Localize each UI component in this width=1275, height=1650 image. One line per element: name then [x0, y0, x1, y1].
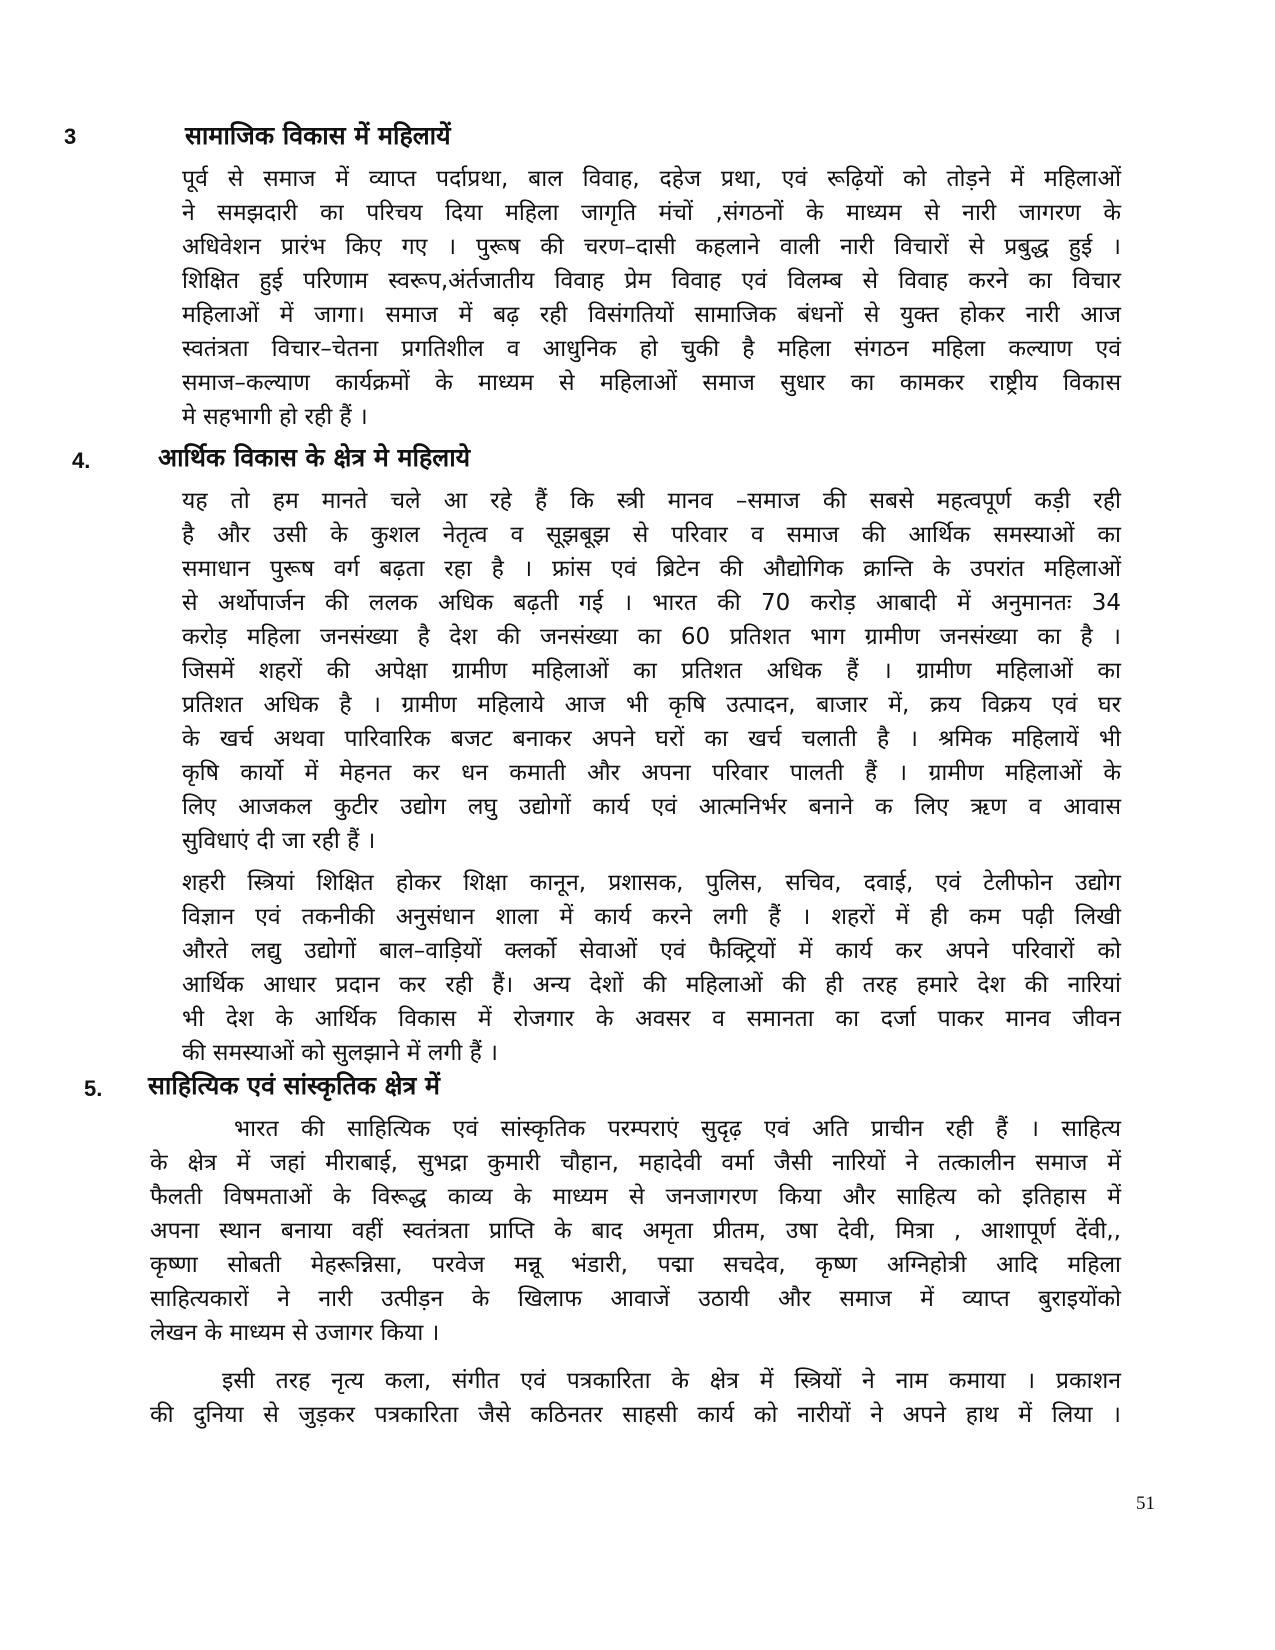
section-heading: आर्थिक विकास के क्षेत्र मे महिलाये [158, 443, 471, 472]
text-line: है और उसी के कुशल नेतृत्व व सूझबूझ से परिवार व समाज की आर्थिक समस्याओं का [182, 522, 1121, 548]
text-line: शहरी स्त्रियां शिक्षित होकर शिक्षा कानून, प्रशासक, पुलिस, सचिव, दवाई, एवं टेलीफोन उद्योग [182, 870, 1121, 896]
text-line: लेखन के माध्यम से उजागर किया । [150, 1320, 440, 1346]
text-line: अपना स्थान बनाया वहीं स्वतंत्रता प्राप्ति के बाद अमृता प्रीतम, उषा देवी, मित्रा , आशापूर्ण देंवी,, [150, 1218, 1121, 1244]
paragraph [150, 1364, 1121, 1432]
text-line: की दुनिया से जुड़कर पत्रकारिता जैसे कठिनतर साहसी कार्य को नारीयों ने अपने हाथ में लिया । [150, 1402, 1121, 1428]
paragraph [182, 162, 1121, 434]
text-line: साहित्यकारों ने नारी उत्पीड़न के खिलाफ आवाजें उठायी और समाज में व्याप्त बुराइयोंको [150, 1286, 1121, 1312]
text-line: के खर्च अथवा पारिवारिक बजट बनाकर अपने घरों का खर्च चलाती है । श्रमिक महिलायें भी [182, 726, 1121, 752]
text-line: के क्षेत्र में जहां मीराबाई, सुभद्रा कुमारी चौहान, महादेवी वर्मा जैसी नारियों ने तत्कालीन समाज में [150, 1150, 1121, 1176]
text-line: महिलाओं में जागा। समाज में बढ़ रही विसंगतियों सामाजिक बंधनों से युक्त होकर नारी आज [182, 302, 1121, 328]
text-line: विज्ञान एवं तकनीकी अनुसंधान शाला में कार्य करने लगी हैं । शहरों में ही कम पढ़ी लिखी [182, 904, 1121, 930]
section-heading: साहित्यिक एवं सांस्कृतिक क्षेत्र में [148, 1071, 440, 1100]
text-line: इसी तरह नृत्य कला, संगीत एवं पत्रकारिता के क्षेत्र में स्त्रियों ने नाम कमाया । प्रकाशन [222, 1368, 1121, 1394]
text-line: समाज–कल्याण कार्यक्रमों के माध्यम से महिलाओं समाज सुधार का कामकर राष्ट्रीय विकास [182, 370, 1121, 396]
page-number: 51 [1136, 1493, 1155, 1514]
text-line: कृष्णा सोबती मेहरून्निसा, परवेज मन्नू भंडारी, पद्मा सचदेव, कृष्ण अग्निहोत्री आदि महिला [150, 1252, 1121, 1278]
section-number: 4. [72, 448, 91, 473]
text-line: फैलती विषमताओं के विरूद्ध काव्य के माध्यम से जनजागरण किया और साहित्य को इतिहास में [150, 1184, 1121, 1210]
paragraph [150, 1112, 1121, 1350]
text-line: आर्थिक आधार प्रदान कर रही हैं। अन्य देशों की महिलाओं की ही तरह हमारे देश की नारियां [182, 972, 1121, 998]
text-line: सुविधाएं दी जा रही हैं । [182, 828, 376, 854]
text-line: समाधान पुरूष वर्ग बढ़ता रहा है । फ्रांस एवं ब्रिटेन की औद्योगिक क्रान्ति के उपरांत महिलाओं [182, 556, 1121, 582]
paragraph [182, 866, 1121, 1070]
section-number: 5. [84, 1076, 103, 1101]
text-line: भी देश के आर्थिक विकास में रोजगार के अवसर व समानता का दर्जा पाकर मानव जीवन [182, 1006, 1121, 1032]
text-line: करोड़ महिला जनसंख्या है देश की जनसंख्या का 60 प्रतिशत भाग ग्रामीण जनसंख्या का है । [182, 624, 1121, 650]
text-line: मे सहभागी हो रही हैं । [182, 404, 368, 430]
text-line: शिक्षित हुई परिणाम स्वरूप,अंर्तजातीय विवाह प्रेम विवाह एवं विलम्ब से विवाह करने का विचार [182, 268, 1121, 294]
text-line: कृषि कार्यो में मेहनत कर धन कमाती और अपना परिवार पालती हैं । ग्रामीण महिलाओं के [182, 760, 1121, 786]
text-line: अधिवेशन प्रारंभ किए गए । पुरूष की चरण–दासी कहलाने वाली नारी विचारों से प्रबुद्ध हुई । [182, 234, 1121, 260]
text-line: पूर्व से समाज में व्याप्त पर्दाप्रथा, बाल विवाह, दहेज प्रथा, एवं रूढ़ियों को तोड़ने में महिलाओं [182, 166, 1121, 192]
text-line: यह तो हम मानते चले आ रहे हैं कि स्त्री मानव –समाज की सबसे महत्वपूर्ण कड़ी रही [182, 488, 1121, 514]
text-line: जिसमें शहरों की अपेक्षा ग्रामीण महिलाओं का प्रतिशत अधिक हैं । ग्रामीण महिलाओं का [182, 658, 1121, 684]
text-line: लिए आजकल कुटीर उद्योग लघु उद्योगों कार्य एवं आत्मनिर्भर बनाने क लिए ऋण व आवास [182, 794, 1121, 820]
section-heading: सामाजिक विकास में महिलायें [185, 121, 451, 150]
text-line: औरते लद्यु उद्योगों बाल–वाड़ियों क्लर्को सेवाओं एवं फैक्ट्रियों में कार्य कर अपने परिवारों को [182, 938, 1121, 964]
text-line: ने समझदारी का परिचय दिया महिला जागृति मंचों ,संगठनों के माध्यम से नारी जागरण के [182, 200, 1121, 226]
section-number: 3 [64, 124, 77, 149]
text-line: भारत की साहित्यिक एवं सांस्कृतिक परम्पराएं सुदृढ़ एवं अति प्राचीन रही हैं । साहित्य [234, 1116, 1121, 1142]
paragraph [182, 484, 1121, 858]
text-line: की समस्याओं को सुलझाने में लगी हैं । [182, 1040, 498, 1066]
text-line: स्वतंत्रता विचार–चेतना प्रगतिशील व आधुनिक हो चुकी है महिला संगठन महिला कल्याण एवं [182, 336, 1121, 362]
text-line: प्रतिशत अधिक है । ग्रामीण महिलाये आज भी कृषि उत्पादन, बाजार में, क्रय विक्रय एवं घर [182, 692, 1121, 718]
text-line: से अर्थोपार्जन की ललक अधिक बढ़ती गई । भारत की 70 करोड़ आबादी में अनुमानतः 34 [182, 590, 1121, 616]
